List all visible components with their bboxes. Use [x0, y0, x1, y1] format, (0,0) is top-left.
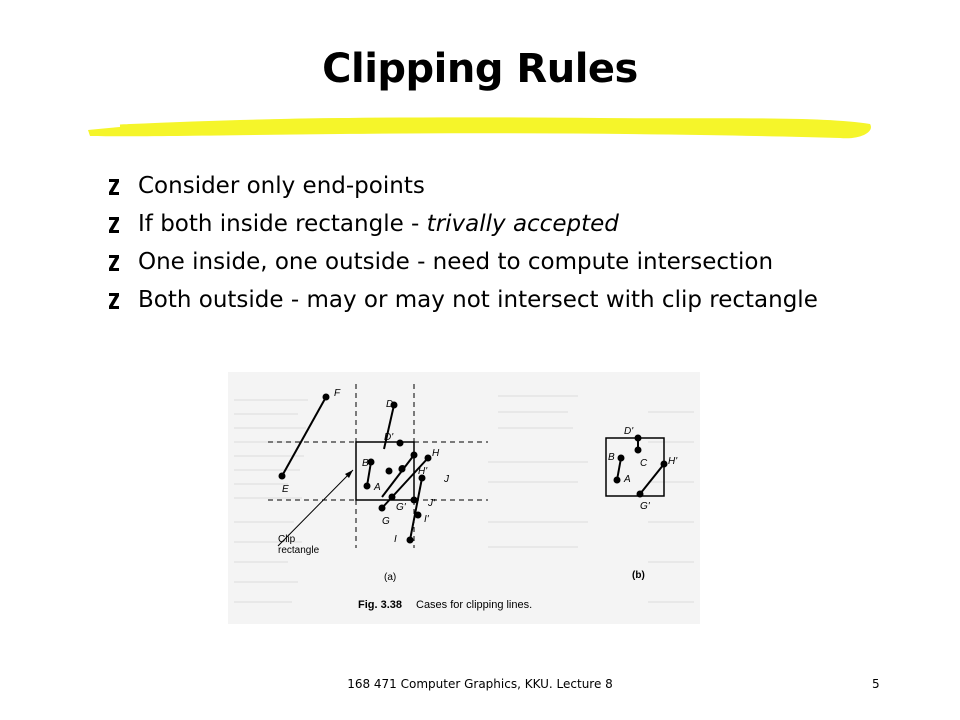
bullet-item [108, 172, 868, 200]
label-H: H [432, 448, 440, 459]
clipping-figure [228, 372, 700, 624]
label-b-Dprime: D' [624, 426, 634, 437]
z-bullet-icon [108, 216, 120, 234]
label-F: F [334, 388, 341, 399]
label-Iprime: I' [424, 514, 429, 525]
bullet-text: Both outside - may or may not intersect with clip rectangle [138, 287, 818, 313]
label-b-B: B [608, 452, 615, 463]
panel-a-label: (a) [384, 572, 397, 583]
label-b-Hprime: H' [668, 456, 678, 467]
label-I: I [394, 534, 397, 545]
label-b-A: A [624, 474, 631, 485]
z-bullet-icon [108, 292, 120, 310]
figure-caption-number: Fig. 3.38 [358, 599, 403, 611]
label-b-C: C [640, 458, 648, 469]
label-b-Gprime: G' [640, 501, 650, 512]
bullet-list [108, 172, 868, 324]
bullet-item [108, 210, 868, 238]
label-E: E [282, 484, 289, 495]
bullet-emphasis: trivally accepted [426, 211, 619, 237]
clip-label-line2: rectangle [278, 545, 320, 556]
slide-footer: 168 471 Computer Graphics, KKU. Lecture 8 [347, 677, 613, 691]
label-B: B [362, 458, 369, 469]
label-Jprime: J' [428, 498, 435, 509]
z-bullet-icon [108, 178, 120, 196]
label-Hprime: H' [418, 466, 428, 477]
bullet-text: Consider only end-points [138, 173, 425, 199]
label-Dprime: D' [384, 432, 394, 443]
label-Gprime: G' [396, 502, 406, 513]
bullet-item [108, 286, 868, 314]
bullet-item [108, 248, 868, 276]
label-C: C [398, 464, 406, 475]
label-J: J [444, 474, 449, 485]
figure-caption-text: Cases for clipping lines. [416, 599, 533, 611]
slide-title: Clipping Rules [322, 46, 638, 92]
label-A: A [374, 482, 381, 493]
label-D: D [386, 399, 394, 410]
clip-label-line1: Clip [278, 534, 296, 545]
bullet-text: If both inside rectangle - [138, 211, 427, 237]
label-G: G [382, 516, 390, 527]
z-bullet-icon [108, 254, 120, 272]
title-highlight-stroke [80, 104, 880, 146]
page-number: 5 [872, 677, 880, 691]
bullet-text: One inside, one outside - need to compute intersection [138, 249, 774, 275]
panel-b-label: (b) [632, 570, 645, 581]
